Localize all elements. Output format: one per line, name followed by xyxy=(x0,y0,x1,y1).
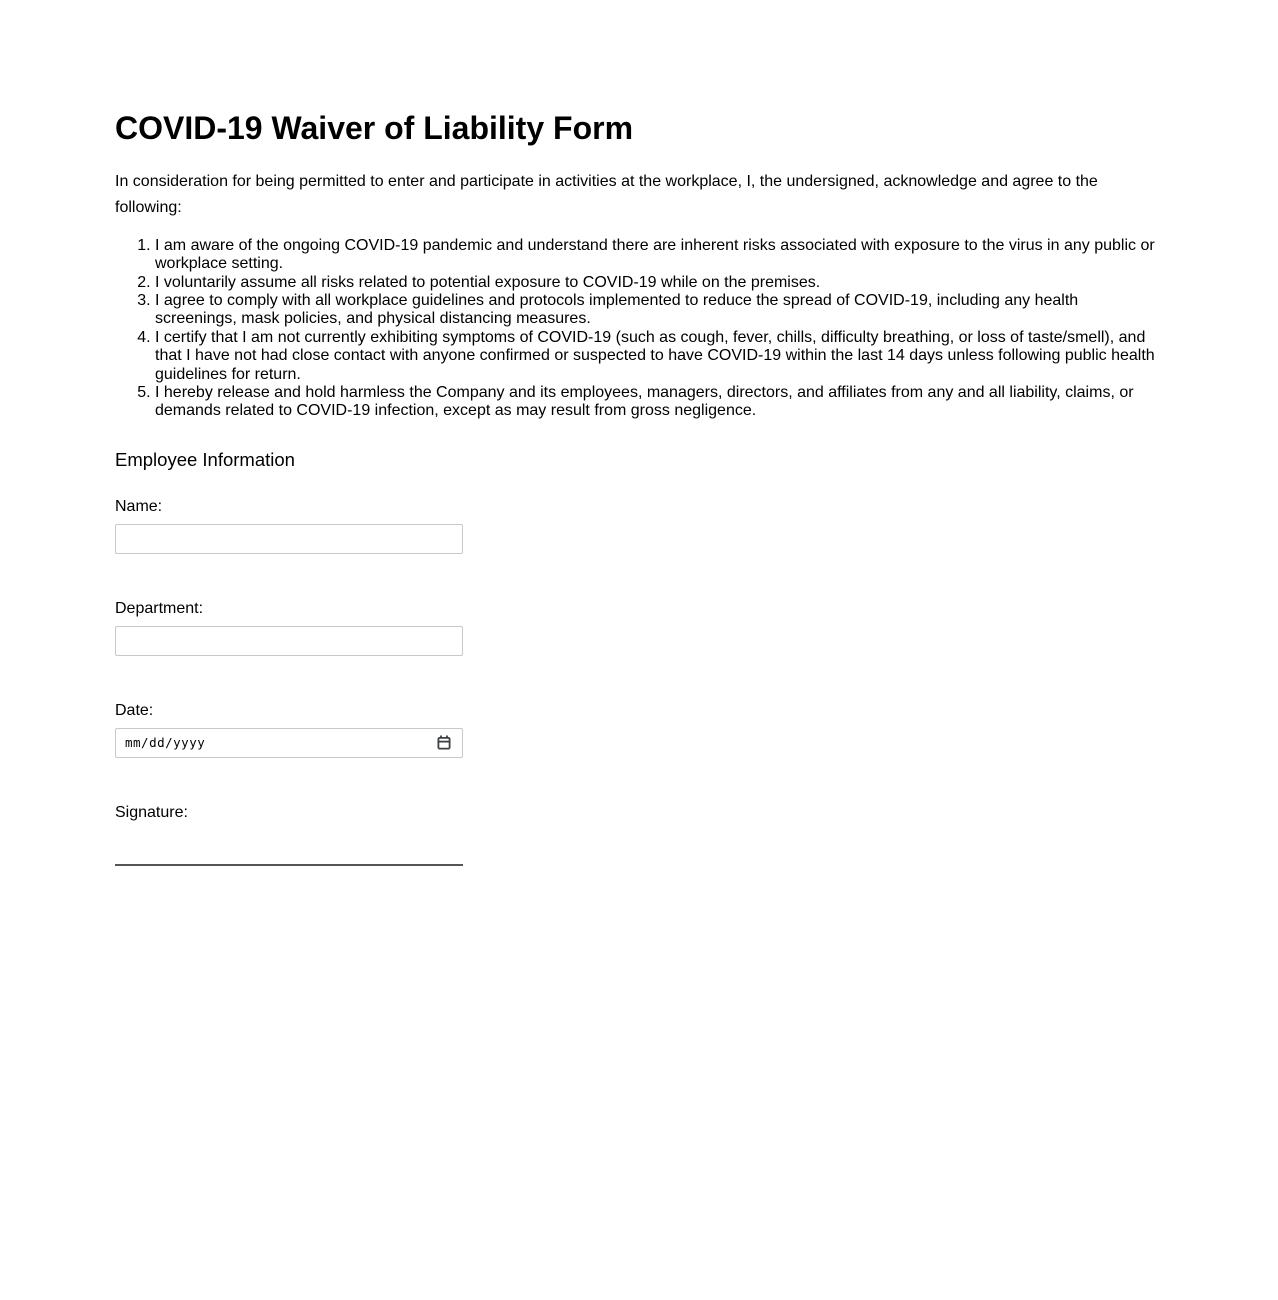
signature-line[interactable] xyxy=(115,864,463,866)
intro-paragraph: In consideration for being permitted to enter and participate in activities at the workplace, I, the undersigned, acknowledge and agree to the following: xyxy=(115,172,1098,216)
name-label: Name: xyxy=(115,497,163,515)
employee-information-heading: Employee Information xyxy=(115,448,295,470)
waiver-term-item: 3. I agree to comply with all workplace guidelines and protocols implemented to reduce the spread of COVID-19, including any health screenings, mask policies, and physical distancing measures. xyxy=(155,292,1163,329)
department-field xyxy=(115,600,1163,656)
date-input[interactable] xyxy=(115,728,463,758)
calendar-icon[interactable] xyxy=(435,734,453,752)
waiver-term-item: 5. I hereby release and hold harmless the Company and its employees, managers, directors, and affiliates from any and all liability, claims, or demands related to COVID-19 infection, except as may result from gross negligence. xyxy=(155,384,1163,421)
waiver-term-item: 4. I certify that I am not currently exhibiting symptoms of COVID-19 (such as cough, fever, chills, difficulty breathing, or loss of taste/smell), and that I have not had close contact with anyone confirmed or suspected to have COVID-19 within the last 14 days unless following public health guidelines for return. xyxy=(155,329,1163,384)
waiver-terms-list xyxy=(115,237,1163,421)
signature-field xyxy=(115,804,1163,866)
date-placeholder: mm/dd/yyyy xyxy=(125,735,206,751)
department-input[interactable] xyxy=(115,626,463,656)
waiver-term-item: 1. I am aware of the ongoing COVID-19 pandemic and understand there are inherent risks associated with exposure to the virus in any public or workplace setting. xyxy=(155,237,1163,274)
date-label: Date: xyxy=(115,701,154,719)
page-title: COVID-19 Waiver of Liability Form xyxy=(115,110,634,146)
name-input[interactable] xyxy=(115,524,463,554)
department-label: Department: xyxy=(115,599,204,617)
waiver-term-item: 2. I voluntarily assume all risks related to potential exposure to COVID-19 while on the premises. xyxy=(155,274,1163,292)
date-field xyxy=(115,702,1163,758)
name-field xyxy=(115,498,1163,554)
signature-label: Signature: xyxy=(115,803,188,821)
